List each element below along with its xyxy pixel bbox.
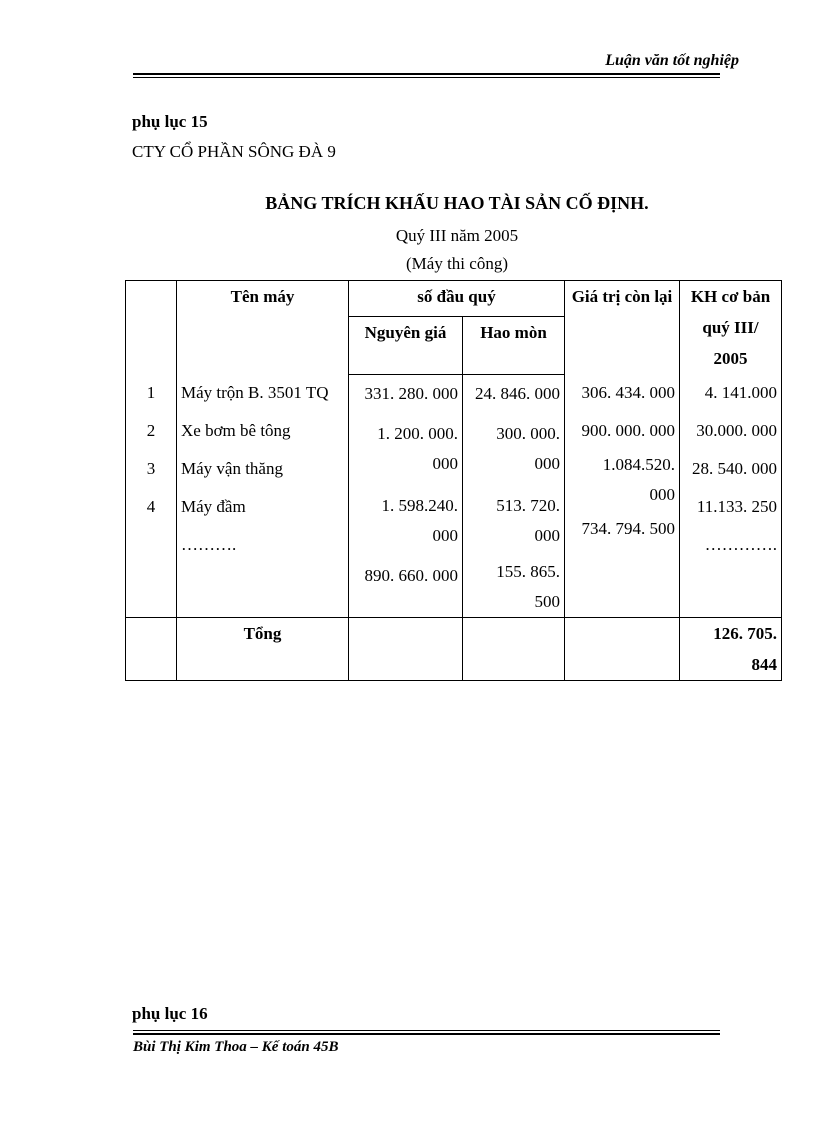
row-1-name: Máy trộn B. 3501 TQ	[181, 383, 329, 402]
total-row	[126, 617, 782, 680]
row-2-original: 1. 200. 000. 000	[377, 423, 458, 473]
row-5-depreciation: 155. 865. 500	[496, 561, 560, 611]
document-footer: Bùi Thị Kim Thoa – Kế toán 45B	[133, 1039, 339, 1055]
header-opening: số đầu quý	[349, 281, 565, 317]
header-name: Tên máy	[177, 281, 349, 375]
footer-rule-thin	[133, 1030, 720, 1031]
row-4-remaining: 734. 794. 500	[581, 519, 675, 538]
header-kh: KH cơ bản quý III/ 2005	[680, 281, 782, 375]
total-kh: 126. 705. 844	[713, 623, 777, 674]
appendix-16-label: phụ lục 16	[132, 1004, 208, 1023]
row-2-depreciation: 300. 000. 000	[496, 423, 560, 473]
row-4-kh: 11.133. 250	[696, 497, 777, 516]
header-remaining: Giá trị còn lại	[565, 281, 680, 375]
header-rule-thin	[133, 77, 720, 78]
row-5-original: 890. 660. 000	[364, 565, 458, 585]
row-2-name: Xe bơm bê tông	[181, 421, 291, 440]
appendix-15-label: phụ lục 15	[132, 112, 208, 131]
row-3-kh: 28. 540. 000	[692, 459, 777, 478]
row-3-no: 3	[146, 459, 156, 478]
header-depreciation: Hao mòn	[463, 316, 565, 374]
header-no	[126, 281, 177, 375]
total-label: Tổng	[177, 617, 349, 680]
row-4-name: Máy đầm	[181, 497, 246, 516]
company-name: CTY CỔ PHẦN SÔNG ĐÀ 9	[132, 142, 336, 161]
header-original: Nguyên giá	[349, 316, 463, 374]
row-2-kh: 30.000. 000	[696, 421, 777, 440]
table-title: BẢNG TRÍCH KHẤU HAO TÀI SẢN CỐ ĐỊNH.	[265, 193, 649, 213]
row-1-kh: 4. 141.000	[704, 383, 777, 402]
row-1-original: 331. 280. 000	[364, 383, 458, 403]
document-header-title: Luận văn tốt nghiệp	[605, 52, 739, 69]
header-rule-thick	[133, 73, 720, 75]
table-subtitle: (Máy thi công)	[406, 254, 508, 273]
row-4-no: 4	[146, 497, 156, 516]
row-1-no: 1	[146, 383, 156, 402]
depreciation-table	[125, 280, 782, 681]
row-1-depreciation: 24. 846. 000	[475, 383, 560, 403]
row-2-remaining: 900. 000. 000	[581, 421, 675, 440]
footer-rule-thick	[133, 1033, 720, 1035]
row-4-original: 1. 598.240. 000	[381, 495, 458, 545]
table-period: Quý III năm 2005	[395, 226, 519, 245]
row-3-name: Máy vận thăng	[181, 459, 283, 478]
row-5-kh: ………….	[704, 535, 777, 554]
row-3-remaining: 1.084.520. 000	[602, 455, 675, 504]
row-4-depreciation: 513. 720. 000	[496, 495, 560, 545]
row-1-remaining: 306. 434. 000	[581, 383, 675, 402]
row-2-no: 2	[146, 421, 156, 440]
row-5-name: ……….	[181, 535, 237, 554]
table-body	[126, 374, 782, 617]
